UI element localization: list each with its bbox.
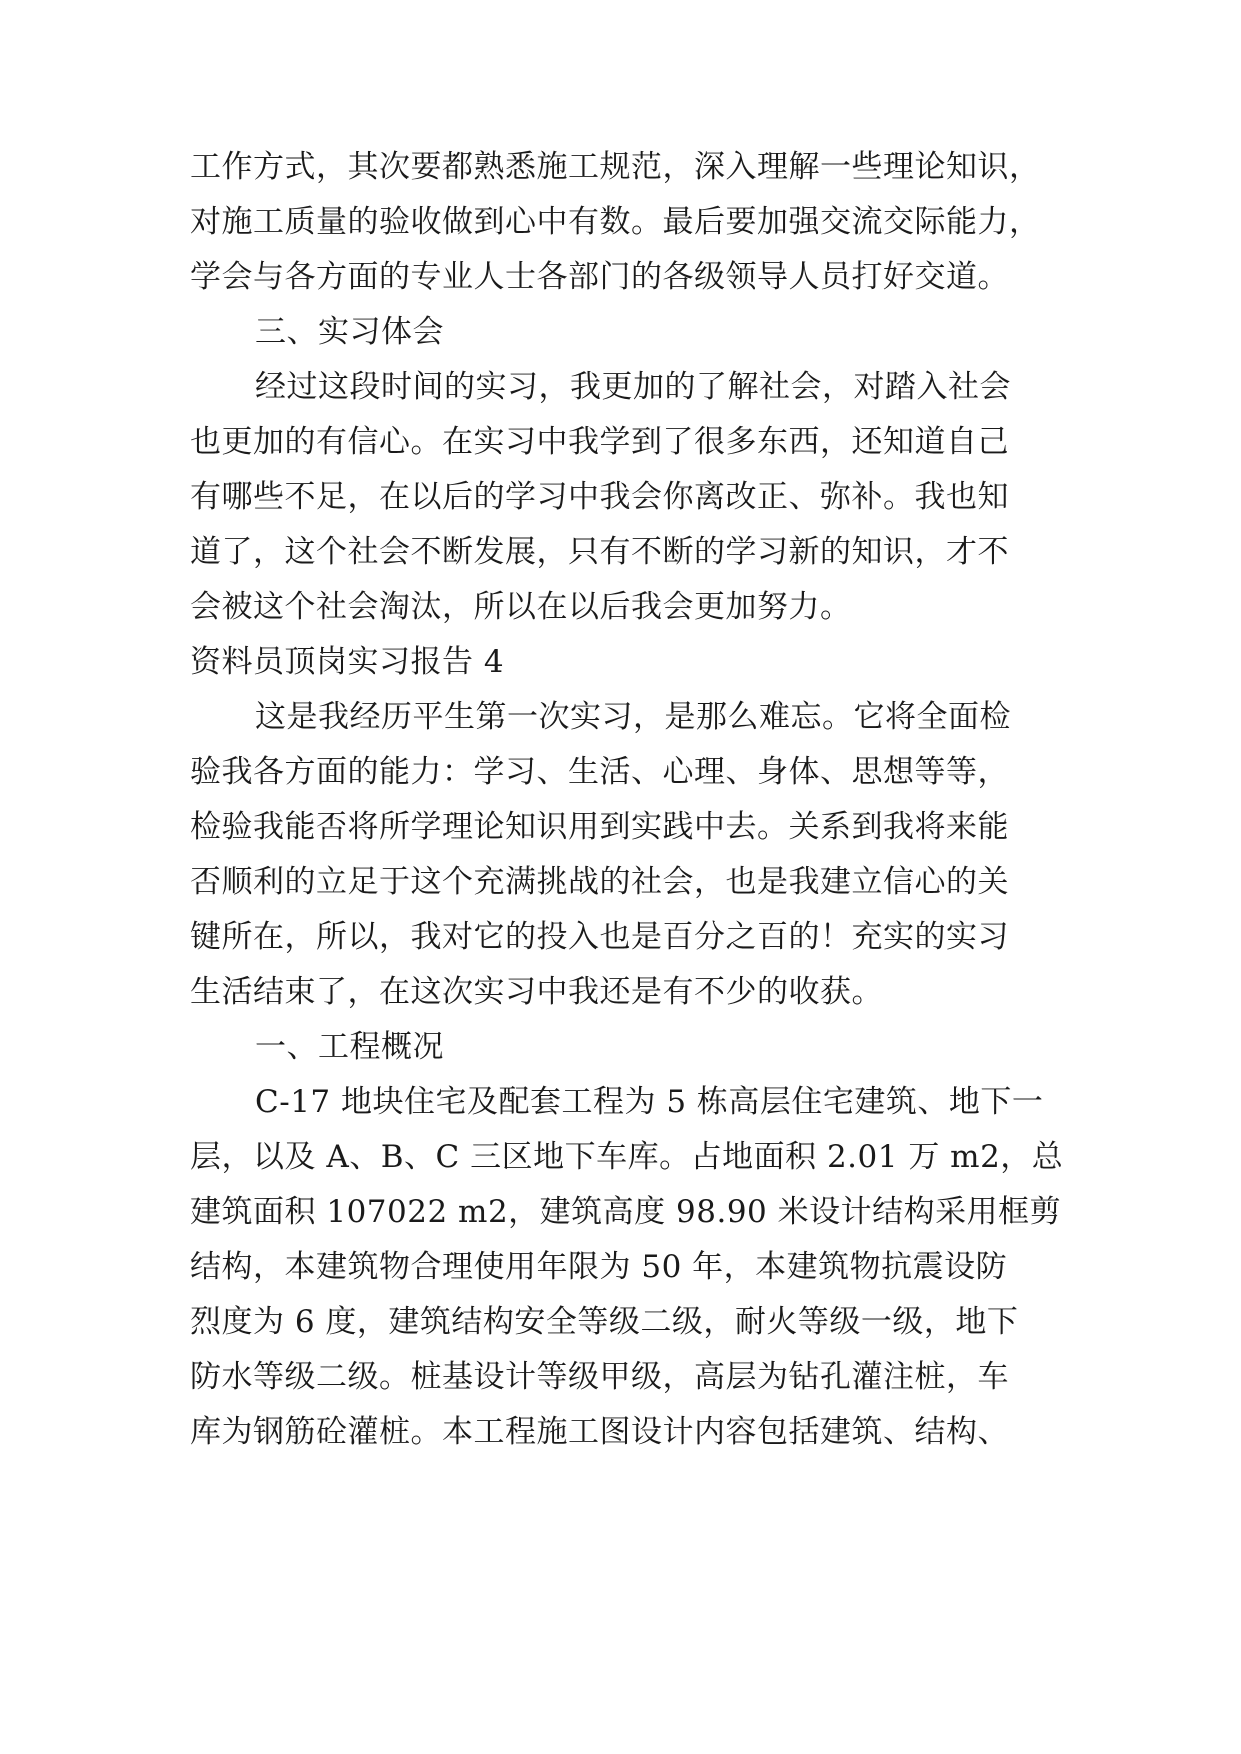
section-heading: 三、实习体会 [255,314,444,350]
paragraph-line: 防水等级二级。桩基设计等级甲级，高层为钻孔灌注桩，车 [190,1359,1009,1395]
paragraph-line: 建筑面积 107022 m2，建筑高度 98.90 米设计结构采用框剪 [190,1194,1062,1230]
paragraph-line: 验我各方面的能力：学习、生活、心理、身体、思想等等， [190,754,1009,790]
paragraph-line: 工作方式，其次要都熟悉施工规范，深入理解一些理论知识， [190,149,1041,185]
paragraph-line: 生活结束了，在这次实习中我还是有不少的收获。 [190,974,883,1010]
paragraph-line: 这是我经历平生第一次实习，是那么难忘。它将全面检 [255,699,1011,735]
paragraph-line: C-17 地块住宅及配套工程为 5 栋高层住宅建筑、地下一 [255,1084,1044,1120]
paragraph-line: 会被这个社会淘汰，所以在以后我会更加努力。 [190,589,852,625]
paragraph-line: 键所在，所以，我对它的投入也是百分之百的！充实的实习 [190,919,1009,955]
paragraph-line: 库为钢筋砼灌桩。本工程施工图设计内容包括建筑、结构、 [190,1414,1009,1450]
paragraph-line: 道了，这个社会不断发展，只有不断的学习新的知识，才不 [190,534,1009,570]
paragraph-line: 否顺利的立足于这个充满挑战的社会，也是我建立信心的关 [190,864,1009,900]
paragraph-line: 结构，本建筑物合理使用年限为 50 年，本建筑物抗震设防 [190,1249,1008,1285]
paragraph-line: 对施工质量的验收做到心中有数。最后要加强交流交际能力， [190,204,1041,240]
report-title: 资料员顶岗实习报告 4 [190,644,505,680]
paragraph-line: 层，以及 A、B、C 三区地下车库。占地面积 2.01 万 m2，总 [190,1139,1064,1175]
paragraph-line: 也更加的有信心。在实习中我学到了很多东西，还知道自己 [190,424,1009,460]
paragraph-line: 经过这段时间的实习，我更加的了解社会，对踏入社会 [255,369,1011,405]
section-heading: 一、工程概况 [255,1029,444,1065]
paragraph-line: 烈度为 6 度，建筑结构安全等级二级，耐火等级一级，地下 [190,1304,1019,1340]
paragraph-line: 有哪些不足，在以后的学习中我会你离改正、弥补。我也知 [190,479,1009,515]
paragraph-line: 学会与各方面的专业人士各部门的各级领导人员打好交道。 [190,259,1009,295]
paragraph-line: 检验我能否将所学理论知识用到实践中去。关系到我将来能 [190,809,1009,845]
